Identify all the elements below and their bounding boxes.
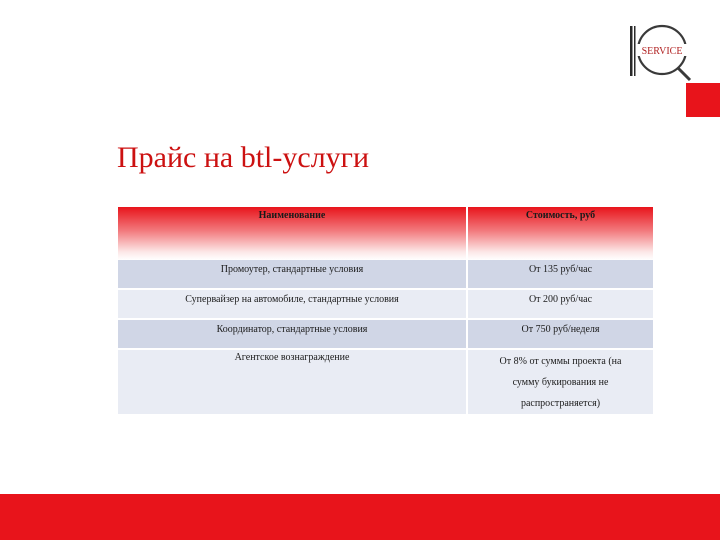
logo-text: SERVICE xyxy=(641,46,683,57)
cell-service: Агентское вознаграждение xyxy=(118,349,467,414)
table-row xyxy=(118,349,654,414)
table-row xyxy=(118,289,654,319)
table-row xyxy=(118,319,654,349)
cell-price: От 8% от суммы проекта (на сумму букирования не распространяется) xyxy=(467,349,654,414)
cell-price: От 135 руб/час xyxy=(467,260,654,289)
cell-service: Супервайзер на автомобиле, стандартные условия xyxy=(118,289,467,319)
price-table xyxy=(118,207,655,414)
iq-service-logo-icon xyxy=(622,20,702,90)
column-header-name: Наименование xyxy=(118,207,467,260)
cell-price: От 200 руб/час xyxy=(467,289,654,319)
cell-price: От 750 руб/неделя xyxy=(467,319,654,349)
cell-service: Координатор, стандартные условия xyxy=(118,319,467,349)
bottom-accent-bar xyxy=(0,494,720,540)
cell-service: Промоутер, стандартные условия xyxy=(118,260,467,289)
accent-square xyxy=(686,83,720,117)
column-header-price: Стоимость, руб xyxy=(467,207,654,260)
page-title: Прайс на btl-услуги xyxy=(117,141,370,174)
table-row xyxy=(118,260,654,289)
table-header-row xyxy=(118,207,654,260)
